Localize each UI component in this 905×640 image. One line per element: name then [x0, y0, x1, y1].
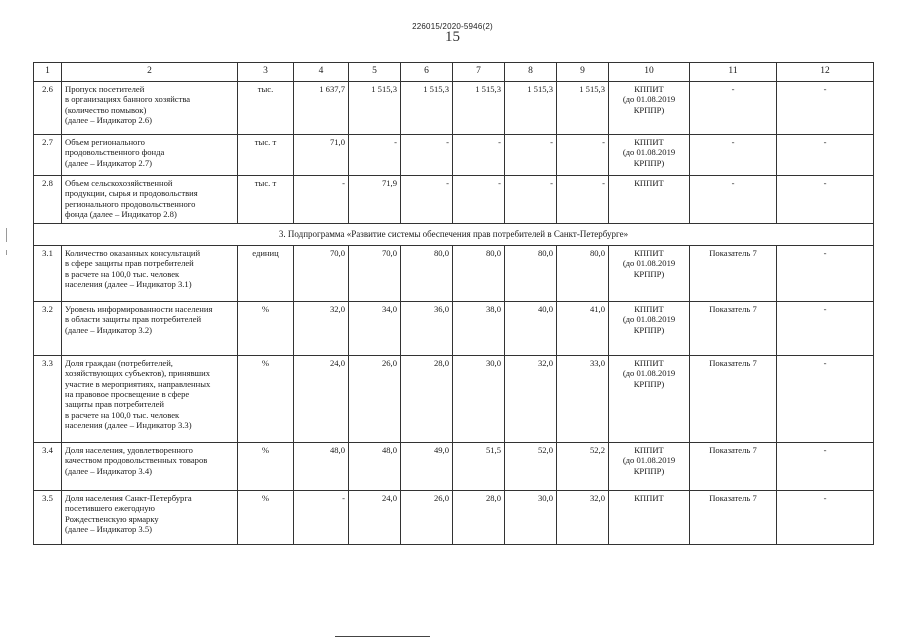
- header-cell: 7: [453, 63, 505, 82]
- year-value: 71,0: [294, 135, 349, 176]
- responsible-body: КППИТ (до 01.08.2019 КРППР): [609, 443, 690, 491]
- indicator-name: Объем сельскохозяйственной продукции, сырья и продовольствия регионального продовольственного фонда (далее – Индикатор 2.8): [62, 176, 238, 224]
- unit-of-measure: тыс. т: [238, 176, 294, 224]
- year-value: 1 515,3: [349, 82, 401, 135]
- unit-of-measure: тыс. т: [238, 135, 294, 176]
- year-value: -: [453, 135, 505, 176]
- year-value: 1 515,3: [453, 82, 505, 135]
- responsible-body: КППИТ: [609, 176, 690, 224]
- year-value: 32,0: [557, 491, 609, 545]
- header-cell: 8: [505, 63, 557, 82]
- year-value: 80,0: [557, 246, 609, 302]
- indicator-number: 2.7: [34, 135, 62, 176]
- indicator-number: 2.6: [34, 82, 62, 135]
- note-cell: -: [777, 356, 874, 443]
- year-value: -: [349, 135, 401, 176]
- table-header-row: [34, 63, 874, 82]
- header-cell: 9: [557, 63, 609, 82]
- indicator-name: Доля населения Санкт-Петербурга посетившего ежегодную Рождественскую ярмарку (далее – Индикатор 3.5): [62, 491, 238, 545]
- header-cell: 10: [609, 63, 690, 82]
- table-row: [34, 356, 874, 443]
- reference-indicator: -: [690, 176, 777, 224]
- unit-of-measure: тыс.: [238, 82, 294, 135]
- year-value: 32,0: [505, 356, 557, 443]
- header-cell: 11: [690, 63, 777, 82]
- page-number: 15: [445, 29, 460, 45]
- year-value: 71,9: [349, 176, 401, 224]
- indicators-table: [33, 62, 874, 545]
- scan-speck: [6, 250, 7, 255]
- year-value: 30,0: [453, 356, 505, 443]
- unit-of-measure: %: [238, 302, 294, 356]
- responsible-body: КППИТ (до 01.08.2019 КРППР): [609, 82, 690, 135]
- header-cell: 6: [401, 63, 453, 82]
- note-cell: -: [777, 176, 874, 224]
- responsible-body: КППИТ (до 01.08.2019 КРППР): [609, 356, 690, 443]
- table-row: [34, 176, 874, 224]
- indicator-name: Объем регионального продовольственного фонда (далее – Индикатор 2.7): [62, 135, 238, 176]
- year-value: 32,0: [294, 302, 349, 356]
- year-value: 41,0: [557, 302, 609, 356]
- table-row: [34, 491, 874, 545]
- year-value: 70,0: [294, 246, 349, 302]
- table-row: [34, 82, 874, 135]
- year-value: -: [505, 135, 557, 176]
- year-value: -: [294, 491, 349, 545]
- reference-indicator: -: [690, 82, 777, 135]
- scan-speck: [6, 228, 7, 242]
- year-value: 36,0: [401, 302, 453, 356]
- year-value: 24,0: [349, 491, 401, 545]
- header-cell: 1: [34, 63, 62, 82]
- indicator-name: Количество оказанных консультаций в сфере защиты прав потребителей в расчете на 100,0 тыс. человек населения (далее – Индикатор 3.1): [62, 246, 238, 302]
- registration-stamp: 226015/2020-5946(2): [412, 22, 493, 31]
- indicator-name: Уровень информированности населения в области защиты прав потребителей (далее – Индикатор 3.2): [62, 302, 238, 356]
- reference-indicator: Показатель 7: [690, 491, 777, 545]
- indicator-number: 3.4: [34, 443, 62, 491]
- responsible-body: КППИТ (до 01.08.2019 КРППР): [609, 302, 690, 356]
- reference-indicator: Показатель 7: [690, 302, 777, 356]
- reference-indicator: Показатель 7: [690, 246, 777, 302]
- year-value: 1 637,7: [294, 82, 349, 135]
- indicator-number: 3.1: [34, 246, 62, 302]
- indicator-number: 3.5: [34, 491, 62, 545]
- responsible-body: КППИТ (до 01.08.2019 КРППР): [609, 246, 690, 302]
- indicator-name: Доля граждан (потребителей, хозяйствующих субъектов), принявших участие в мероприятиях, направленных на правовое просвещение в сфере защиты прав потребителей в расчете на 100,0 тыс. человек населения (далее – Индикатор 3.3): [62, 356, 238, 443]
- indicator-name: Доля населения, удовлетворенного качеством продовольственных товаров (далее – Индикатор 3.4): [62, 443, 238, 491]
- reference-indicator: Показатель 7: [690, 356, 777, 443]
- year-value: -: [294, 176, 349, 224]
- year-value: 30,0: [505, 491, 557, 545]
- reference-indicator: -: [690, 135, 777, 176]
- note-cell: -: [777, 491, 874, 545]
- indicator-number: 2.8: [34, 176, 62, 224]
- year-value: 40,0: [505, 302, 557, 356]
- year-value: 51,5: [453, 443, 505, 491]
- table-row: [34, 302, 874, 356]
- note-cell: -: [777, 302, 874, 356]
- year-value: 26,0: [401, 491, 453, 545]
- unit-of-measure: %: [238, 443, 294, 491]
- year-value: 52,0: [505, 443, 557, 491]
- year-value: 48,0: [349, 443, 401, 491]
- year-value: -: [557, 135, 609, 176]
- year-value: 1 515,3: [557, 82, 609, 135]
- year-value: -: [401, 135, 453, 176]
- year-value: 1 515,3: [401, 82, 453, 135]
- table-row: [34, 443, 874, 491]
- reference-indicator: Показатель 7: [690, 443, 777, 491]
- header-cell: 4: [294, 63, 349, 82]
- header-cell: 5: [349, 63, 401, 82]
- year-value: 70,0: [349, 246, 401, 302]
- responsible-body: КППИТ (до 01.08.2019 КРППР): [609, 135, 690, 176]
- header-cell: 2: [62, 63, 238, 82]
- unit-of-measure: %: [238, 356, 294, 443]
- indicator-name: Пропуск посетителей в организациях банного хозяйства (количество помывок) (далее – Индикатор 2.6): [62, 82, 238, 135]
- year-value: -: [453, 176, 505, 224]
- year-value: 1 515,3: [505, 82, 557, 135]
- footer-rule: [335, 636, 430, 637]
- year-value: 26,0: [349, 356, 401, 443]
- year-value: 80,0: [505, 246, 557, 302]
- year-value: -: [557, 176, 609, 224]
- year-value: 38,0: [453, 302, 505, 356]
- year-value: 28,0: [401, 356, 453, 443]
- section-title: 3. Подпрограмма «Развитие системы обеспечения прав потребителей в Санкт-Петербурге»: [34, 224, 874, 246]
- section-heading-row: [34, 224, 874, 246]
- unit-of-measure: %: [238, 491, 294, 545]
- note-cell: -: [777, 443, 874, 491]
- year-value: 48,0: [294, 443, 349, 491]
- responsible-body: КППИТ: [609, 491, 690, 545]
- note-cell: -: [777, 82, 874, 135]
- year-value: 33,0: [557, 356, 609, 443]
- table-row: [34, 246, 874, 302]
- unit-of-measure: единиц: [238, 246, 294, 302]
- header-cell: 12: [777, 63, 874, 82]
- note-cell: -: [777, 246, 874, 302]
- year-value: 28,0: [453, 491, 505, 545]
- year-value: 80,0: [401, 246, 453, 302]
- header-cell: 3: [238, 63, 294, 82]
- year-value: 80,0: [453, 246, 505, 302]
- year-value: 34,0: [349, 302, 401, 356]
- indicator-number: 3.3: [34, 356, 62, 443]
- year-value: 24,0: [294, 356, 349, 443]
- year-value: -: [401, 176, 453, 224]
- year-value: 52,2: [557, 443, 609, 491]
- note-cell: -: [777, 135, 874, 176]
- indicator-number: 3.2: [34, 302, 62, 356]
- year-value: 49,0: [401, 443, 453, 491]
- table-row: [34, 135, 874, 176]
- year-value: -: [505, 176, 557, 224]
